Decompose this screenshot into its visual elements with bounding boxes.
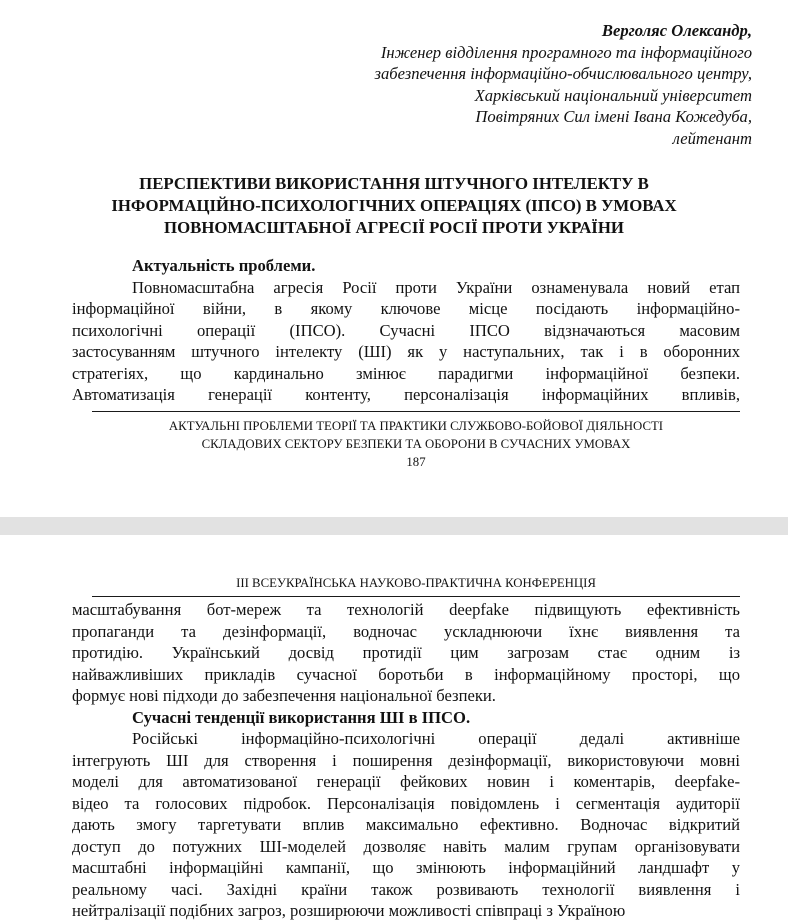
- paragraph-continuation: [72, 599, 740, 707]
- article-title-line: ПОВНОМАСШТАБНОЇ АГРЕСІЇ РОСІЇ ПРОТИ УКРАЇНИ: [164, 218, 624, 237]
- author-affiliation-line: Повітряних Сил імені Івана Кожедуба,: [475, 107, 752, 126]
- author-block: [212, 20, 752, 149]
- running-footer: [92, 418, 740, 472]
- paragraph-line: масштабування бот-мереж та технологій deepfake підвищують ефективність: [72, 600, 740, 619]
- header-rule: [92, 596, 740, 597]
- running-footer-line-1: АКТУАЛЬНІ ПРОБЛЕМИ ТЕОРІЇ ТА ПРАКТИКИ СЛУЖБОВО-БОЙОВОЇ ДІЯЛЬНОСТІ: [168, 419, 664, 433]
- article-title-line: ПЕРСПЕКТИВИ ВИКОРИСТАННЯ ШТУЧНОГО ІНТЕЛЕКТУ В: [139, 174, 649, 193]
- footer-rule: [92, 411, 740, 412]
- author-affiliation-line: лейтенант: [672, 128, 752, 148]
- paragraph-line: масштабні інформаційні кампанії, що змінюють інформаційний ландшафт у: [72, 858, 740, 877]
- author-affiliation-line: Харківський національний університет: [474, 85, 752, 105]
- page-2-body: [72, 599, 740, 922]
- author-affiliation-line: забезпечення інформаційно-обчислювального центру,: [374, 64, 752, 83]
- paragraph-line: інтегрують ШІ для створення і поширення дезінформації, використовуючи мовні: [72, 750, 740, 770]
- paragraph-relevance: [72, 277, 740, 406]
- paragraph-line: дають змогу таргетувати вплив максимально ефективно. Водночас відкритий: [72, 815, 740, 834]
- running-footer-line-2: СКЛАДОВИХ СЕКТОРУ БЕЗПЕКИ ТА ОБОРОНИ В СУЧАСНИХ УМОВАХ: [201, 436, 631, 451]
- page-number: 187: [406, 455, 426, 469]
- paragraph-trends: [72, 728, 740, 900]
- page-1-body: [72, 255, 740, 406]
- author-affiliation: [212, 42, 752, 150]
- section-heading-relevance: Актуальність проблеми.: [132, 256, 316, 275]
- paragraph-line: відео та голосових підробок. Персоналізація повідомлень і сегментація аудиторії: [72, 793, 740, 813]
- paragraph-line: Повномасштабна агресія Росії проти України ознаменувала новий етап: [132, 277, 740, 297]
- article-title-line: ІНФОРМАЦІЙНО-ПСИХОЛОГІЧНИХ ОПЕРАЦІЯХ (ІПСО) В УМОВАХ: [111, 196, 677, 215]
- running-header: ІІІ ВСЕУКРАЇНСЬКА НАУКОВО-ПРАКТИЧНА КОНФЕРЕНЦІЯ: [236, 576, 596, 590]
- page-separator-band: [0, 517, 788, 535]
- paragraph-line: реальному часі. Західні країни також розвивають технології виявлення і: [72, 879, 740, 899]
- paragraph-line: інформаційної війни, в якому ключове місце посідають інформаційно-: [72, 299, 740, 318]
- author-affiliation-line: Інженер відділення програмного та інформаційного: [380, 42, 752, 62]
- section-heading-trends: Сучасні тенденції використання ШІ в ІПСО.: [132, 707, 471, 727]
- paragraph-line: формує нові підходи до забезпечення національної безпеки.: [72, 686, 496, 705]
- paragraph-line: Автоматизація генерації контенту, персоналізація інформаційних впливів,: [72, 385, 740, 404]
- paragraph-line: психологічні операції (ІПСО). Сучасні ІПСО відзначаються масовим: [72, 320, 740, 340]
- article-title: [56, 173, 732, 239]
- paragraph-line: застосуванням штучного інтелекту (ШІ) як у наступальних, так і в оборонних: [72, 342, 740, 361]
- clipped-text-line: нейтралізації подібних загроз, розширюючи можливості співпраці з Україною: [72, 901, 626, 920]
- paragraph-line: найважливіших прикладів сучасної боротьби в інформаційному просторі, що: [72, 664, 740, 684]
- paragraph-line: пропаганди та дезінформації, водночас ускладнюючи їхнє виявлення та: [72, 621, 740, 641]
- paragraph-line: моделі для автоматизованої генерації фейкових новин і коментарів, deepfake-: [72, 772, 740, 791]
- paragraph-line: доступ до потужних ШІ-моделей дозволяє навіть малим групам організовувати: [72, 836, 740, 856]
- paragraph-line: стратегіях, що кардинально змінює парадигми інформаційної безпеки.: [72, 363, 740, 383]
- page-2: [0, 535, 788, 920]
- author-name: Верголяс Олександр,: [601, 21, 752, 40]
- paragraph-line: Російські інформаційно-психологічні операції дедалі активніше: [132, 729, 740, 748]
- paragraph-line: протидію. Український досвід протидії цим загрозам стає одним із: [72, 643, 740, 662]
